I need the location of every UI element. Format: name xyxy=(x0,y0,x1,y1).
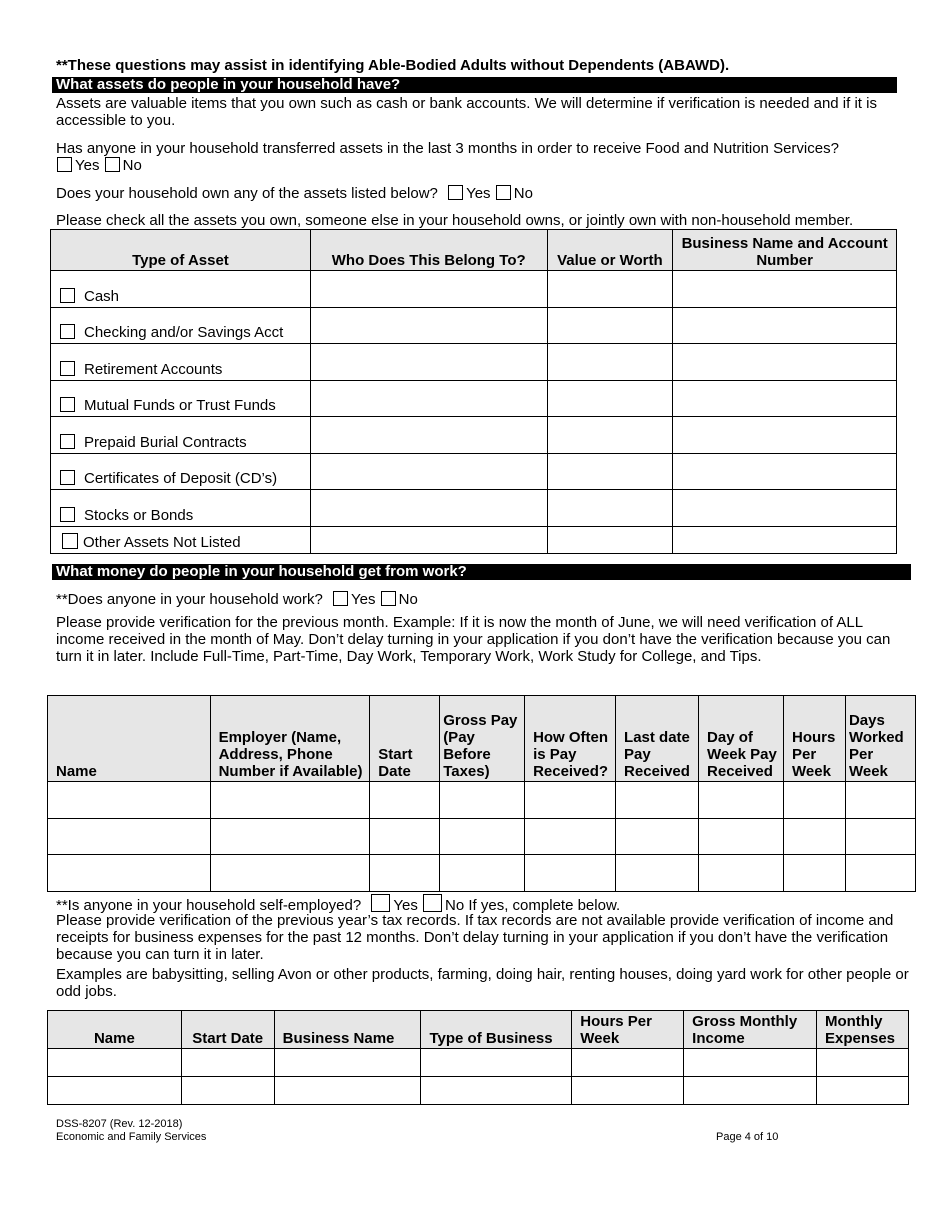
self-employment-table xyxy=(47,1010,909,1105)
table-row xyxy=(51,454,897,490)
work-pay-frequency-header: How Often is Pay Received? xyxy=(525,696,616,782)
footer-page-number: Page 4 of 10 xyxy=(716,1131,779,1143)
self-business-name-header: Business Name xyxy=(274,1011,421,1049)
asset-owner-cell[interactable] xyxy=(310,417,547,454)
asset-type-label: Other Assets Not Listed xyxy=(83,534,241,551)
self-employed-no-checkbox[interactable] xyxy=(423,894,442,912)
table-row xyxy=(51,527,897,554)
asset-checkbox[interactable] xyxy=(60,324,75,339)
transferred-yes-checkbox[interactable] xyxy=(57,157,72,172)
asset-type-label: Prepaid Burial Contracts xyxy=(84,434,247,451)
transferred-yes-label: Yes xyxy=(75,157,100,174)
footer-form-id: DSS-8207 (Rev. 12-2018) xyxy=(56,1118,183,1130)
asset-checkbox[interactable] xyxy=(62,533,78,549)
work-gross-pay-header: Gross Pay (Pay Before Taxes) xyxy=(440,696,525,782)
self-business-type-header: Type of Business xyxy=(421,1011,572,1049)
asset-type-label: Certificates of Deposit (CD’s) xyxy=(84,470,278,487)
asset-checkbox[interactable] xyxy=(60,434,75,449)
work-yes-checkbox[interactable] xyxy=(333,591,348,606)
asset-type-label: Retirement Accounts xyxy=(84,361,223,378)
work-employer-header: Employer (Name, Address, Phone Number if Available) xyxy=(210,696,370,782)
own-assets-no-checkbox[interactable] xyxy=(496,185,511,200)
work-verification-instructions: Please provide verification for the previous month. Example: If it is now the month of June, we will need verification of ALL income received in the month of May. Don’t delay turning in your application if you don’t have the verification because you can turn it in later. Include Full-Time, Part-Time, Day Work, Temporary Work, Work Study for College, and Tips. xyxy=(56,614,891,665)
asset-checkbox[interactable] xyxy=(60,288,75,303)
self-employed-no-label: No If yes, complete below. xyxy=(445,897,621,914)
asset-value-cell[interactable] xyxy=(547,527,673,554)
work-question-text: **Does anyone in your household work? xyxy=(56,591,323,608)
transferred-assets-question-text: Has anyone in your household transferred assets in the last 3 months in order to receive Food and Nutrition Services? xyxy=(56,140,839,157)
work-start-date-header: Start Date xyxy=(370,696,440,782)
assets-table xyxy=(50,229,897,554)
table-row xyxy=(51,271,897,308)
own-assets-yes-checkbox[interactable] xyxy=(448,185,463,200)
work-name-header: Name xyxy=(48,696,211,782)
work-no-label: No xyxy=(398,591,418,608)
asset-business-header: Business Name and Account Number xyxy=(673,230,897,271)
asset-value-cell[interactable] xyxy=(547,308,673,344)
table-row xyxy=(48,782,916,819)
asset-owner-header: Who Does This Belong To? xyxy=(310,230,547,271)
self-hours-header: Hours Per Week xyxy=(572,1011,684,1049)
asset-owner-cell[interactable] xyxy=(310,308,547,344)
asset-owner-cell[interactable] xyxy=(310,271,547,308)
work-question xyxy=(56,591,418,608)
asset-checkbox[interactable] xyxy=(60,507,75,522)
own-assets-yes-label: Yes xyxy=(466,185,491,202)
asset-type-header: Type of Asset xyxy=(51,230,311,271)
asset-checkbox[interactable] xyxy=(60,361,75,376)
transferred-no-label: No xyxy=(122,157,142,174)
self-employed-instructions: Please provide verification of the previous year’s tax records. If tax records are not available provide verification of income and receipts for business expenses for the past 12 months. Don’t delay turning in your application if you don’t have the verification because you can turn it in later. xyxy=(56,912,894,963)
asset-owner-cell[interactable] xyxy=(310,527,547,554)
work-yes-label: Yes xyxy=(351,591,376,608)
asset-business-cell[interactable] xyxy=(673,271,897,308)
table-row xyxy=(51,417,897,454)
self-expenses-header: Monthly Expenses xyxy=(816,1011,908,1049)
asset-value-cell[interactable] xyxy=(547,490,673,527)
assets-intro: Assets are valuable items that you own such as cash or bank accounts. We will determine if verification is needed and if it is accessible to you. xyxy=(56,95,877,129)
work-pay-day-header: Day of Week Pay Received xyxy=(699,696,784,782)
asset-value-cell[interactable] xyxy=(547,381,673,417)
self-start-date-header: Start Date xyxy=(181,1011,274,1049)
work-hours-header: Hours Per Week xyxy=(784,696,846,782)
asset-business-cell[interactable] xyxy=(673,417,897,454)
asset-checkbox[interactable] xyxy=(60,470,75,485)
asset-owner-cell[interactable] xyxy=(310,490,547,527)
asset-owner-cell[interactable] xyxy=(310,381,547,417)
work-last-pay-date-header: Last date Pay Received xyxy=(616,696,699,782)
own-assets-question-text: Does your household own any of the assets listed below? xyxy=(56,185,438,202)
transferred-no-checkbox[interactable] xyxy=(105,157,120,172)
assets-section-header: What assets do people in your household have? xyxy=(52,77,897,93)
self-gross-income-header: Gross Monthly Income xyxy=(684,1011,817,1049)
transferred-assets-question xyxy=(56,140,896,174)
work-days-header: Days Worked Per Week xyxy=(845,696,915,782)
asset-business-cell[interactable] xyxy=(673,344,897,381)
self-employed-question xyxy=(56,894,620,914)
self-employed-yes-label: Yes xyxy=(393,897,418,914)
abawd-note: **These questions may assist in identifying Able-Bodied Adults without Dependents (ABAWD). xyxy=(56,57,730,74)
asset-owner-cell[interactable] xyxy=(310,454,547,490)
table-row xyxy=(51,344,897,381)
table-row xyxy=(51,308,897,344)
asset-value-header: Value or Worth xyxy=(547,230,673,271)
asset-checkbox[interactable] xyxy=(60,397,75,412)
asset-value-cell[interactable] xyxy=(547,344,673,381)
asset-business-cell[interactable] xyxy=(673,381,897,417)
asset-owner-cell[interactable] xyxy=(310,344,547,381)
check-all-assets-instruction: Please check all the assets you own, someone else in your household owns, or jointly own with non-household member. xyxy=(56,212,854,229)
self-employed-yes-checkbox[interactable] xyxy=(371,894,390,912)
asset-business-cell[interactable] xyxy=(673,527,897,554)
asset-business-cell[interactable] xyxy=(673,308,897,344)
asset-value-cell[interactable] xyxy=(547,417,673,454)
own-assets-no-label: No xyxy=(513,185,533,202)
asset-type-label: Mutual Funds or Trust Funds xyxy=(84,397,276,414)
self-employed-question-text: **Is anyone in your household self-employed? xyxy=(56,897,362,914)
self-name-header: Name xyxy=(48,1011,182,1049)
asset-type-label: Checking and/or Savings Acct xyxy=(84,324,284,341)
work-no-checkbox[interactable] xyxy=(381,591,396,606)
self-employed-examples: Examples are babysitting, selling Avon or other products, farming, doing hair, renting houses, doing yard work for other people or odd jobs. xyxy=(56,966,909,1000)
asset-business-cell[interactable] xyxy=(673,454,897,490)
table-row xyxy=(48,855,916,892)
table-row xyxy=(48,1077,909,1105)
table-row xyxy=(51,381,897,417)
asset-value-cell[interactable] xyxy=(547,271,673,308)
asset-type-label: Stocks or Bonds xyxy=(84,507,194,524)
work-section-header: What money do people in your household get from work? xyxy=(52,564,911,580)
table-row xyxy=(51,490,897,527)
asset-business-cell[interactable] xyxy=(673,490,897,527)
footer-division: Economic and Family Services xyxy=(56,1131,207,1143)
own-assets-question xyxy=(56,185,533,202)
asset-type-label: Cash xyxy=(84,288,120,305)
table-row xyxy=(48,819,916,855)
work-income-table xyxy=(47,695,916,892)
table-row xyxy=(48,1049,909,1077)
asset-value-cell[interactable] xyxy=(547,454,673,490)
